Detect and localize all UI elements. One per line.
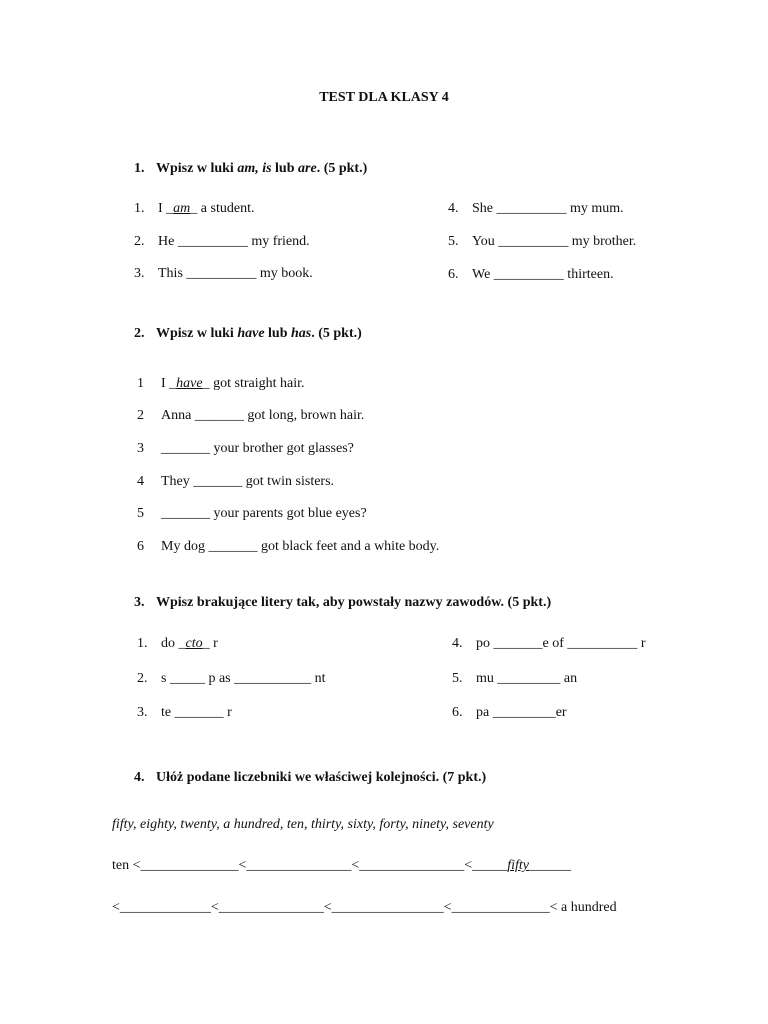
item-number: 6 bbox=[137, 539, 144, 554]
heading-text: lub bbox=[271, 161, 299, 176]
line-text: ______ bbox=[528, 858, 571, 873]
item-text: You __________ my brother. bbox=[472, 234, 637, 249]
section-number: 2. bbox=[134, 326, 145, 341]
item-number: 1 bbox=[137, 376, 144, 391]
line-text: ten <______________<_______________<_______________<_____ bbox=[112, 858, 508, 873]
item-number: 4. bbox=[448, 201, 459, 216]
exercise-1-item-5[interactable] bbox=[448, 233, 636, 251]
example-answer: have bbox=[176, 376, 203, 391]
exercise-2-item-4[interactable] bbox=[137, 473, 334, 491]
item-text: _______ your parents got blue eyes? bbox=[161, 506, 367, 521]
item-number: 6. bbox=[452, 705, 463, 720]
blank: _ bbox=[169, 376, 177, 391]
exercise-2-item-6[interactable] bbox=[137, 538, 439, 556]
blank: _ bbox=[202, 636, 210, 651]
ordering-line-1[interactable] bbox=[112, 857, 571, 875]
item-number: 1. bbox=[137, 636, 148, 651]
heading-text: lub bbox=[264, 326, 291, 341]
exercise-2-item-3[interactable] bbox=[137, 440, 354, 458]
item-text: He __________ my friend. bbox=[158, 234, 310, 249]
number-words-list: fifty, eighty, twenty, a hundred, ten, thirty, sixty, forty, ninety, seventy bbox=[112, 817, 494, 832]
item-text: She __________ my mum. bbox=[472, 201, 624, 216]
item-text: mu _________ an bbox=[476, 671, 578, 686]
item-number: 3 bbox=[137, 441, 144, 456]
item-text: This __________ my book. bbox=[158, 266, 313, 281]
section-number: 3. bbox=[134, 595, 145, 610]
item-text: s _____ p as ___________ nt bbox=[161, 671, 326, 686]
section-2-heading bbox=[134, 325, 362, 343]
item-text: r bbox=[209, 636, 218, 651]
item-text: te _______ r bbox=[161, 705, 232, 720]
item-text: I bbox=[158, 201, 167, 216]
item-text: got straight hair. bbox=[209, 376, 305, 391]
blank: _ bbox=[166, 201, 174, 216]
item-number: 5. bbox=[448, 234, 459, 249]
exercise-3-item-6[interactable] bbox=[452, 704, 567, 722]
exercise-3-item-5[interactable] bbox=[452, 670, 577, 688]
heading-emphasis: am, is bbox=[237, 161, 272, 176]
exercise-1-item-3[interactable] bbox=[134, 265, 313, 283]
item-number: 5 bbox=[137, 506, 144, 521]
item-number: 5. bbox=[452, 671, 463, 686]
item-number: 6. bbox=[448, 267, 459, 282]
item-number: 1. bbox=[134, 201, 145, 216]
exercise-3-item-2[interactable] bbox=[137, 670, 326, 688]
exercise-2-item-1[interactable] bbox=[137, 375, 305, 393]
section-number: 4. bbox=[134, 770, 145, 785]
heading-text: Wpisz w luki bbox=[156, 161, 238, 176]
section-1-heading bbox=[134, 160, 367, 178]
example-answer: am bbox=[173, 201, 191, 216]
example-answer: fifty bbox=[507, 858, 529, 873]
section-4-heading bbox=[134, 769, 486, 787]
heading-text: Wpisz brakujące litery tak, aby powstały nazwy zawodów. (5 pkt.) bbox=[156, 595, 552, 610]
item-number: 4 bbox=[137, 474, 144, 489]
exercise-1-item-6[interactable] bbox=[448, 266, 614, 284]
blank: _ bbox=[178, 636, 186, 651]
heading-text: . (5 pkt.) bbox=[311, 326, 362, 341]
item-text: Anna _______ got long, brown hair. bbox=[161, 408, 365, 423]
heading-emphasis: are bbox=[298, 161, 317, 176]
exercise-1-item-4[interactable] bbox=[448, 200, 624, 218]
item-text: po _______e of __________ r bbox=[476, 636, 646, 651]
item-number: 2. bbox=[137, 671, 148, 686]
item-text: We __________ thirteen. bbox=[472, 267, 614, 282]
item-number: 3. bbox=[137, 705, 148, 720]
heading-emphasis: have bbox=[237, 326, 265, 341]
blank: _ bbox=[190, 201, 198, 216]
item-number: 3. bbox=[134, 266, 145, 281]
heading-emphasis: has bbox=[291, 326, 312, 341]
exercise-2-item-2[interactable] bbox=[137, 407, 364, 425]
example-answer: cto bbox=[185, 636, 203, 651]
item-text: They _______ got twin sisters. bbox=[161, 474, 335, 489]
heading-text: . (5 pkt.) bbox=[316, 161, 368, 176]
heading-text: Ułóż podane liczebniki we właściwej kolejności. (7 pkt.) bbox=[156, 770, 487, 785]
section-number: 1. bbox=[134, 161, 145, 176]
ordering-line-2[interactable]: <_____________<_______________<________________<______________< a hundred bbox=[112, 900, 617, 915]
item-text: pa _________er bbox=[476, 705, 567, 720]
item-number: 4. bbox=[452, 636, 463, 651]
item-number: 2 bbox=[137, 408, 144, 423]
exercise-3-item-3[interactable] bbox=[137, 704, 232, 722]
item-text: I bbox=[161, 376, 170, 391]
item-text: a student. bbox=[197, 201, 255, 216]
item-text: My dog _______ got black feet and a white body. bbox=[161, 539, 440, 554]
exercise-2-item-5[interactable] bbox=[137, 505, 367, 523]
item-text: _______ your brother got glasses? bbox=[161, 441, 354, 456]
exercise-3-item-4[interactable] bbox=[452, 635, 646, 653]
exercise-1-item-2[interactable] bbox=[134, 233, 310, 251]
item-number: 2. bbox=[134, 234, 145, 249]
blank: _ bbox=[202, 376, 210, 391]
page-title: TEST DLA KLASY 4 bbox=[319, 90, 449, 105]
item-text: do bbox=[161, 636, 179, 651]
heading-text: Wpisz w luki bbox=[156, 326, 238, 341]
section-3-heading bbox=[134, 594, 551, 612]
exercise-3-item-1[interactable] bbox=[137, 635, 218, 653]
exercise-1-item-1[interactable] bbox=[134, 200, 254, 218]
